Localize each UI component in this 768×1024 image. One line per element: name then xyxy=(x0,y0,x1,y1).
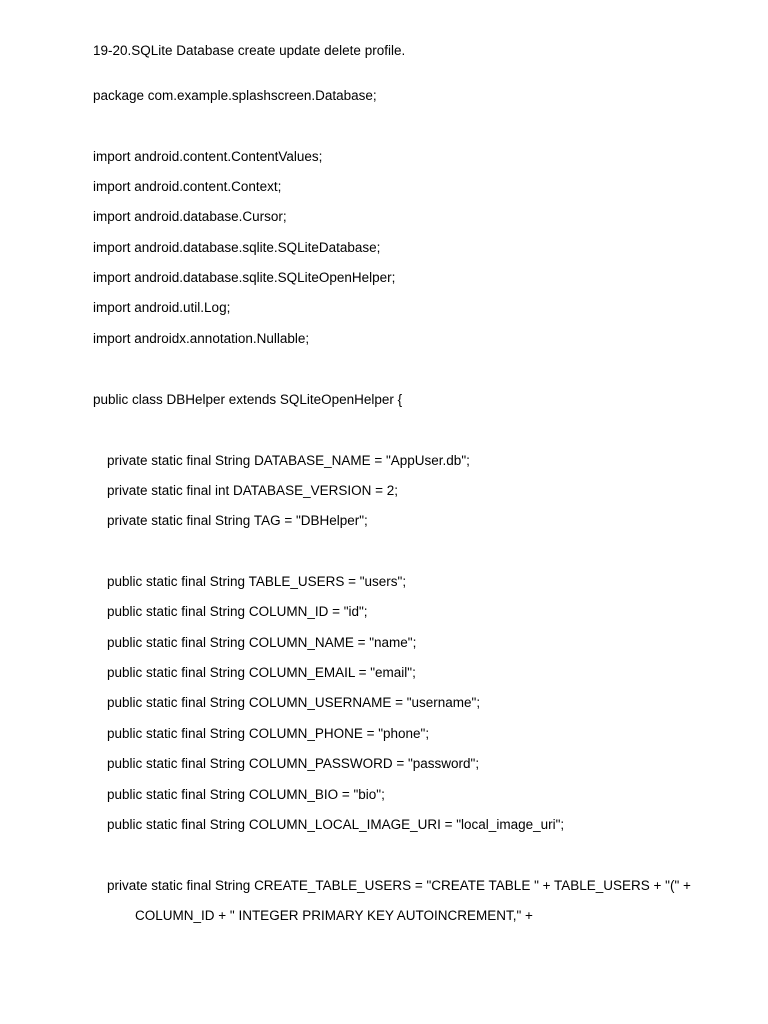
create-table-line: private static final String CREATE_TABLE_USERS = "CREATE TABLE " + TABLE_USERS + "(" + xyxy=(107,878,691,893)
import-line: import android.database.sqlite.SQLiteOpenHelper; xyxy=(93,270,396,285)
column-line: public static final String COLUMN_PASSWORD = "password"; xyxy=(107,756,480,771)
import-line: import androidx.annotation.Nullable; xyxy=(93,331,310,346)
import-line: import android.database.Cursor; xyxy=(93,209,287,224)
column-line: public static final String COLUMN_NAME = "name"; xyxy=(107,635,417,650)
column-line: public static final String COLUMN_PHONE = "phone"; xyxy=(107,726,430,741)
column-line: public static final String COLUMN_LOCAL_IMAGE_URI = "local_image_uri"; xyxy=(107,817,565,832)
package-line: package com.example.splashscreen.Database; xyxy=(93,88,377,103)
import-line: import android.content.ContentValues; xyxy=(93,149,323,164)
column-line: public static final String TABLE_USERS = "users"; xyxy=(107,574,407,589)
constant-line: private static final String DATABASE_NAME = "AppUser.db"; xyxy=(107,453,470,468)
create-table-line: COLUMN_ID + " INTEGER PRIMARY KEY AUTOINCREMENT," + xyxy=(135,908,533,923)
column-line: public static final String COLUMN_ID = "id"; xyxy=(107,604,368,619)
column-line: public static final String COLUMN_BIO = "bio"; xyxy=(107,787,385,802)
import-line: import android.database.sqlite.SQLiteDatabase; xyxy=(93,240,381,255)
constant-line: private static final String TAG = "DBHelper"; xyxy=(107,513,368,528)
class-declaration: public class DBHelper extends SQLiteOpenHelper { xyxy=(93,392,403,407)
document-title: 19-20.SQLite Database create update delete profile. xyxy=(93,43,406,58)
constant-line: private static final int DATABASE_VERSION = 2; xyxy=(107,483,398,498)
column-line: public static final String COLUMN_EMAIL = "email"; xyxy=(107,665,416,680)
column-line: public static final String COLUMN_USERNAME = "username"; xyxy=(107,695,481,710)
import-line: import android.content.Context; xyxy=(93,179,282,194)
import-line: import android.util.Log; xyxy=(93,300,231,315)
